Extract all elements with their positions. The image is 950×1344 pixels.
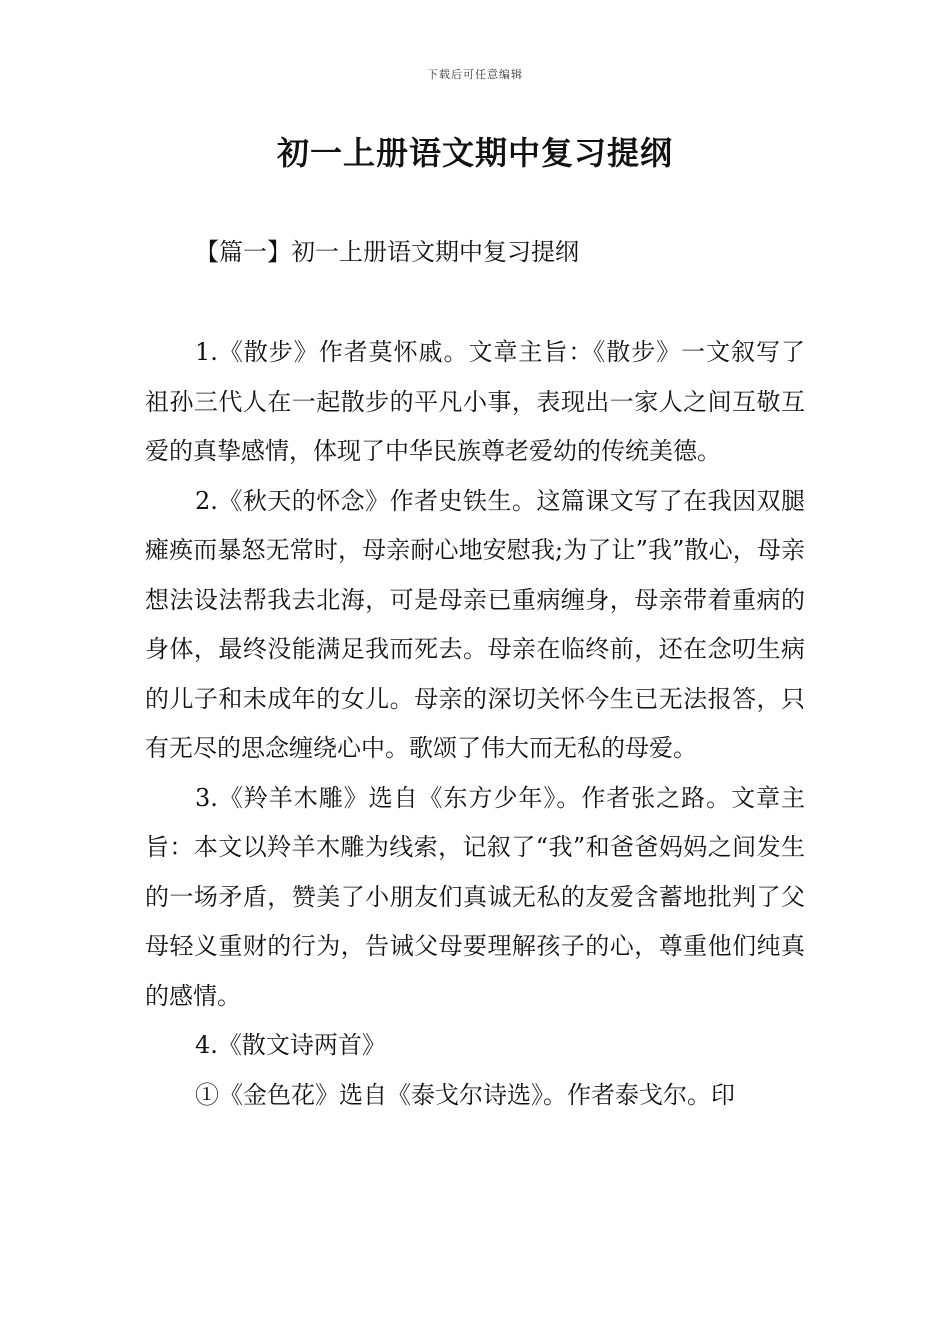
- paragraph-sanbu: 1.《散步》作者莫怀戚。文章主旨：《散步》一文叙写了祖孙三代人在一起散步的平凡小事，表现出一家人之间互敬互爱的真挚感情，体现了中华民族尊老爱幼的传统美德。: [145, 338, 805, 465]
- document-title: 初一上册语文期中复习提纲: [276, 134, 673, 172]
- paragraph-sanwenshi: 4.《散文诗两首》: [195, 1031, 386, 1059]
- paragraph-qiutian: 2.《秋天的怀念》作者史铁生。这篇课文写了在我因双腿瘫痪而暴怒无常时，母亲耐心地安慰我;为了让”我”散心，母亲想法设法帮我去北海，可是母亲已重病缠身，母亲带着重病的身体，最终没能满足我而死去。母亲在临终前，还在念叨生病的儿子和未成年的女儿。母亲的深切关怀今生已无法报答，只有无尽的思念缠绕心中。歌颂了伟大而无私的母爱。: [145, 486, 805, 762]
- header-note: 下载后可任意编辑: [427, 68, 523, 81]
- paragraph-lingyang: 3.《羚羊木雕》选自《东方少年》。作者张之路。文章主旨：本文以羚羊木雕为线索，记叙了“我”和爸爸妈妈之间发生的一场矛盾，赞美了小朋友们真诚无私的友爱含蓄地批判了父母轻义重财的行为，告诫父母要理解孩子的心，尊重他们纯真的感情。: [145, 783, 805, 1010]
- document-body: [145, 328, 805, 1120]
- paragraph-jinsehua: ①《金色花》选自《泰戈尔诗选》。作者泰戈尔。印: [195, 1080, 735, 1109]
- section-heading: 【篇一】初一上册语文期中复习提纲: [195, 238, 579, 266]
